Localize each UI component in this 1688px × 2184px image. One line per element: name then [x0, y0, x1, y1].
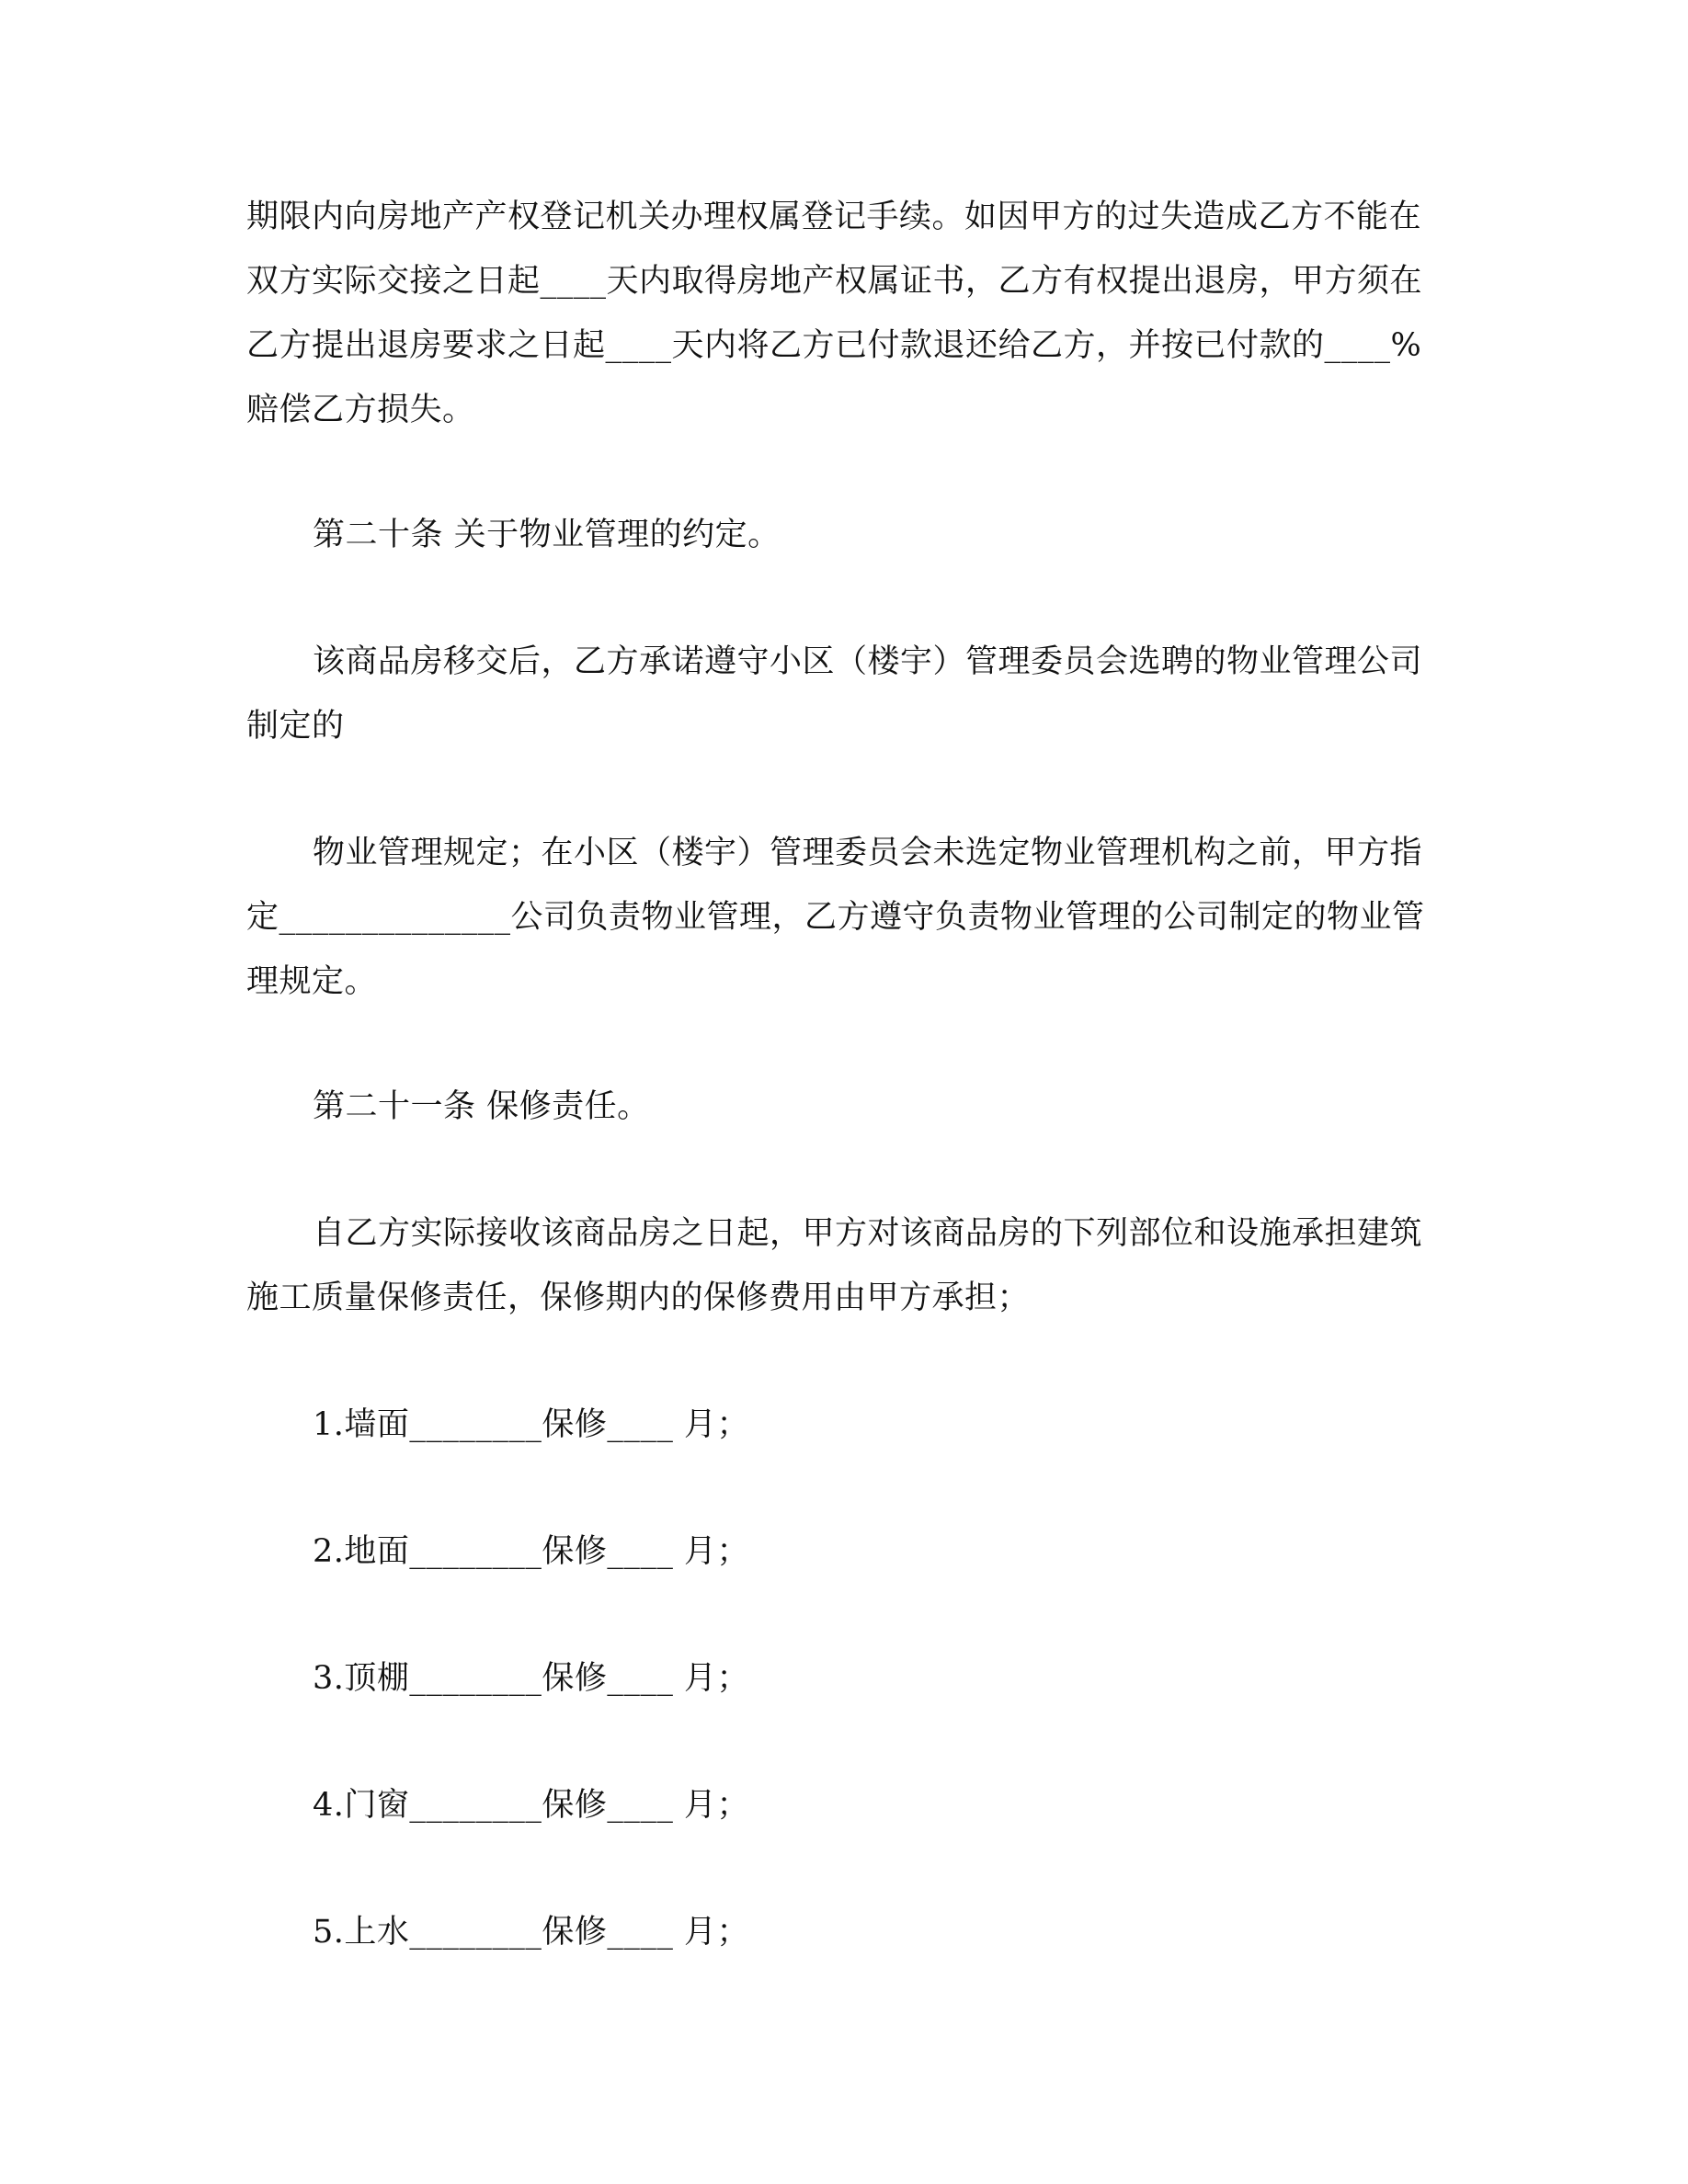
- text-line: 制定的: [246, 708, 345, 745]
- warranty-item: 3.顶棚________保修____ 月；: [313, 1660, 750, 1697]
- text-line: 理规定。: [246, 963, 378, 1000]
- article-21-heading: 第二十一条 保修责任。: [313, 1088, 650, 1125]
- warranty-item: 1.墙面________保修____ 月；: [313, 1406, 750, 1443]
- warranty-item: 5.上水________保修____ 月；: [313, 1914, 750, 1951]
- text-line: 该商品房移交后，乙方承诺遵守小区（楼宇）管理委员会选聘的物业管理公司: [313, 643, 1423, 680]
- text-line: 期限内向房地产产权登记机关办理权属登记手续。如因甲方的过失造成乙方不能在: [246, 199, 1422, 235]
- article-20-heading: 第二十条 关于物业管理的约定。: [313, 517, 781, 553]
- text-line: 物业管理规定；在小区（楼宇）管理委员会未选定物业管理机构之前，甲方指: [313, 835, 1423, 871]
- text-line: 双方实际交接之日起____天内取得房地产权属证书，乙方有权提出退房，甲方须在: [246, 263, 1423, 300]
- warranty-item: 4.门窗________保修____ 月；: [313, 1787, 750, 1824]
- text-line: 自乙方实际接收该商品房之日起，甲方对该商品房的下列部位和设施承担建筑: [313, 1215, 1423, 1252]
- text-line: 赔偿乙方损失。: [246, 392, 475, 428]
- text-line: 乙方提出退房要求之日起____天内将乙方已付款退还给乙方，并按已付款的____%: [246, 327, 1422, 364]
- warranty-item: 2.地面________保修____ 月；: [313, 1533, 750, 1570]
- text-line: 定______________公司负责物业管理，乙方遵守负责物业管理的公司制定的物业管: [246, 899, 1425, 936]
- text-line: 施工质量保修责任，保修期内的保修费用由甲方承担；: [246, 1280, 1031, 1316]
